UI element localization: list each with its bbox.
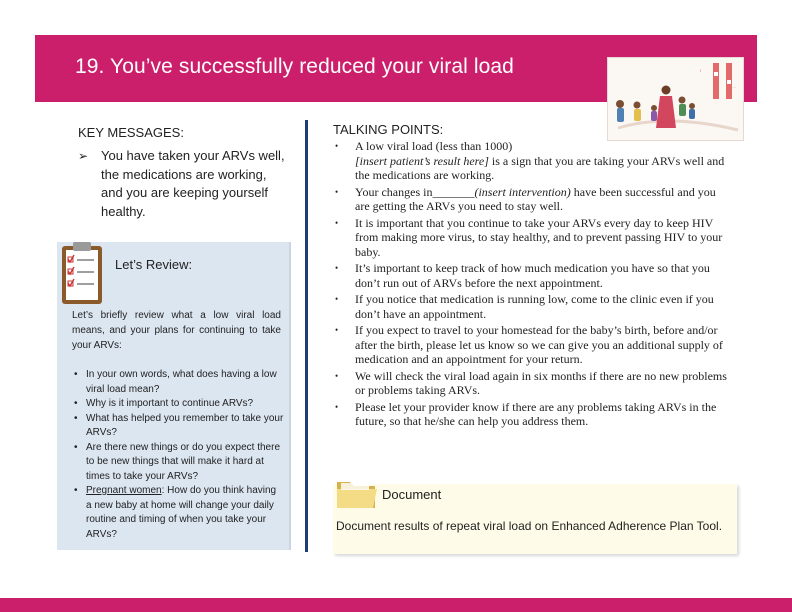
document-title: Document	[382, 487, 442, 502]
list-item: • We will check the viral load again in six months if there are no new problems or problems taking ARVs.	[335, 369, 727, 398]
list-item: • In your own words, what does having a low viral load mean?	[72, 368, 284, 397]
review-intro: Let’s briefly review what a low viral load means, and your plans for continuing to take your ARVs:	[72, 310, 281, 351]
insert-placeholder: (insert intervention)	[474, 184, 571, 199]
point-text: is a sign that you are taking your ARVs well and the medications are working.	[355, 153, 725, 182]
review-title: Let’s Review:	[115, 257, 193, 272]
list-item: • Why is it important to continue ARVs?	[72, 397, 284, 412]
talking-points-list	[335, 139, 727, 431]
svg-text:.....: .....	[732, 85, 737, 89]
list-item	[72, 484, 284, 542]
point-text: have been successful and you are getting the ARVs you need to stay well.	[355, 184, 716, 213]
arrow-bullet-icon: ➢	[78, 149, 89, 163]
talking-points-title: TALKING POINTS:	[333, 122, 444, 137]
clipboard-icon	[60, 240, 104, 311]
footer-bar	[0, 598, 792, 612]
key-message-text: You have taken your ARVs well, the medications are working, and you are keeping yourself healthy.	[101, 148, 285, 219]
list-item: • What has helped you remember to take your ARVs?	[72, 412, 284, 441]
point-text: Your changes in_______	[355, 184, 475, 199]
folder-icon	[335, 474, 379, 517]
key-message	[78, 147, 288, 221]
pregnant-women-label: Pregnant women	[86, 485, 162, 496]
column-divider	[305, 120, 308, 552]
document-text: Document results of repeat viral load on Enhanced Adherence Plan Tool.	[336, 519, 723, 533]
list-item	[335, 185, 727, 214]
key-messages-title: KEY MESSAGES:	[78, 125, 184, 140]
page-title: 19. You’ve successfully reduced your viral load	[75, 55, 514, 78]
list-item	[335, 139, 727, 183]
list-item: • It is important that you continue to take your ARVs every day to keep HIV from making more virus, to stay healthy, and to prevent passing HIV to your baby.	[335, 216, 727, 260]
point-text: A low viral load (less than 1000)	[355, 139, 513, 153]
review-questions	[72, 368, 284, 542]
list-item: • If you expect to travel to your homestead for the baby’s birth, before and/or after the birth, please let us know so we can give you an additional supply of medication and an appointment for your return.	[335, 323, 727, 367]
list-item: • It’s important to keep track of how much medication you have so that you don’t run out of ARVs before the next appointment.	[335, 261, 727, 290]
insert-placeholder: [insert patient’s result here]	[355, 153, 489, 168]
list-item: • Are there new things or do you expect there to be new things that will make it hard at times to take your ARVs?	[72, 441, 284, 485]
pregnant-women-question: : How do you think having a new baby at home will change your daily routine and timing of when you take your ARVs?	[86, 485, 277, 540]
list-item: • Please let your provider know if there are any problems taking ARVs in the future, so that he/she can help you address them.	[335, 400, 727, 429]
family-illustration	[607, 57, 744, 141]
list-item: • If you notice that medication is running low, come to the clinic even if you don’t have an appointment.	[335, 292, 727, 321]
svg-text:!: !	[700, 68, 702, 73]
